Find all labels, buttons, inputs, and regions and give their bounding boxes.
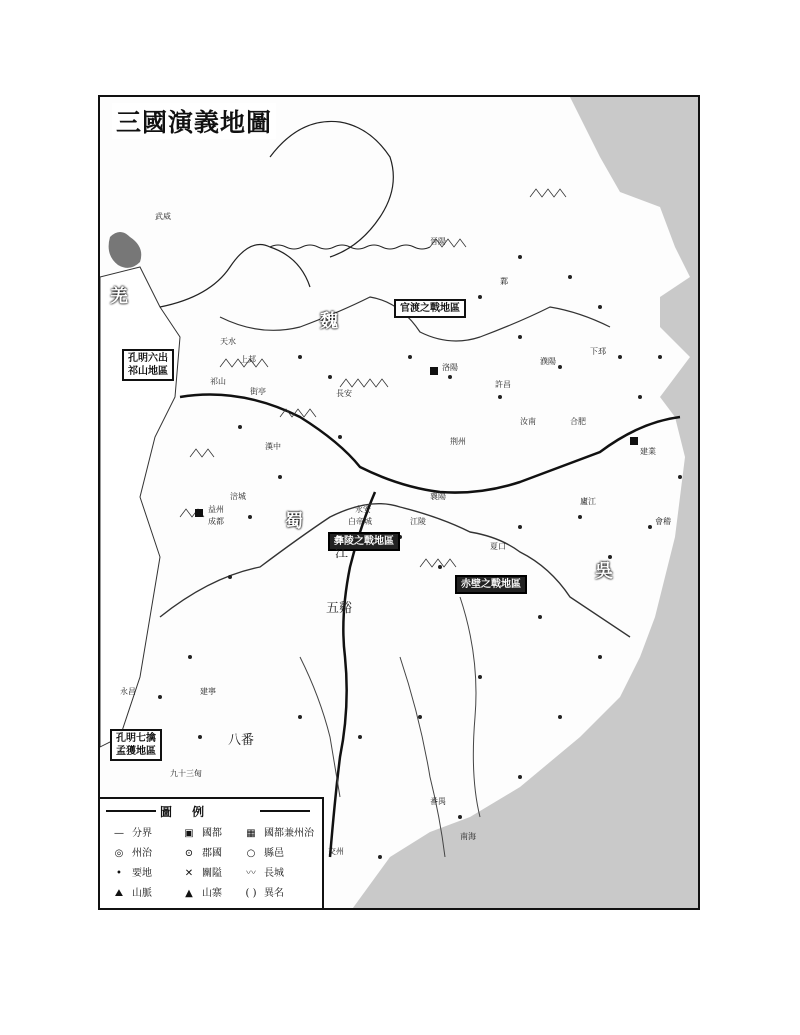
capital-chengdu: [195, 509, 203, 517]
yangtze-river: [160, 504, 630, 637]
boundary-north: [270, 121, 393, 257]
place-label: 天水: [220, 337, 236, 346]
capital-icon: ▣: [184, 828, 194, 839]
place-label: 九十三甸: [170, 769, 202, 778]
legend-label: 關隘: [202, 868, 222, 879]
place-label: 祁山: [210, 377, 226, 386]
legend-item-strategic: [108, 867, 152, 881]
legend-item-prefecture: [108, 847, 152, 861]
legend-item-capital-prefecture: [240, 827, 314, 841]
place-label: 涪城: [230, 492, 246, 501]
place-label: 汝南: [520, 417, 536, 426]
mountain-icon: ⛰: [114, 888, 124, 899]
place-label: 益州: [208, 505, 224, 514]
legend-label: 山寨: [202, 888, 222, 899]
callout-liuchu-line1: 孔明六出: [128, 353, 168, 364]
legend: [100, 797, 324, 908]
legend-label: 山脈: [132, 888, 152, 899]
legend-label: 長城: [264, 868, 284, 879]
alias-icon: ( ): [245, 888, 257, 899]
great-wall: [270, 245, 430, 249]
callout-liuchu-line2: 祁山地區: [128, 366, 168, 377]
capital-jianye: [630, 437, 638, 445]
south-river-2: [460, 597, 480, 817]
place-label: 武威: [155, 212, 171, 221]
commandery-icon: ⊙: [184, 848, 194, 859]
region-wei: 魏: [320, 311, 338, 332]
place-label: 許昌: [495, 380, 511, 389]
place-label: 鄴: [500, 277, 508, 286]
legend-label: 國都: [202, 828, 222, 839]
region-wu: 吳: [595, 561, 613, 582]
legend-label: 分界: [132, 828, 152, 839]
place-label: 南海: [460, 832, 476, 841]
place-label: 漢中: [265, 442, 281, 451]
boundary-northwest: [160, 245, 310, 308]
legend-label: 州治: [132, 848, 152, 859]
pass-icon: ✕: [184, 868, 194, 879]
place-label: 建業: [640, 447, 656, 456]
south-river-1: [400, 657, 445, 857]
place-label: 建寧: [200, 687, 216, 696]
strategic-point-icon: •: [116, 868, 122, 879]
capital-prefecture-icon: ▦: [246, 828, 256, 839]
callout-yiling: 彝陵之戰地區: [328, 532, 400, 551]
great-wall-icon: 〰: [246, 868, 256, 879]
place-label: 街亭: [250, 387, 266, 396]
place-label: 下邳: [590, 347, 606, 356]
place-label: 上邽: [240, 355, 256, 364]
legend-item-commandery: [178, 847, 222, 861]
boundary-wei-shu: [180, 395, 680, 493]
place-label: 洛陽: [442, 363, 458, 372]
place-label-jiang: 江: [335, 546, 349, 561]
place-label: 濮陽: [540, 357, 556, 366]
place-label-bafan: 八番: [228, 733, 255, 748]
legend-label: 郡國: [202, 848, 222, 859]
south-river-3: [300, 657, 340, 797]
callout-liuchu: [122, 349, 174, 381]
place-label: 襄陽: [430, 492, 446, 501]
prefecture-icon: ◎: [114, 848, 124, 859]
place-label: 合肥: [570, 417, 586, 426]
place-label: 永昌: [120, 687, 136, 696]
legend-label: 要地: [132, 868, 152, 879]
place-label: 晉陽: [430, 237, 446, 246]
place-label: 荆州: [450, 437, 466, 446]
place-label: 會稽: [655, 517, 671, 526]
callout-guandu: 官渡之戰地區: [394, 299, 466, 318]
fort-icon: ▲: [185, 888, 193, 899]
place-label: 番禺: [430, 797, 446, 806]
callout-qiqin-line1: 孔明七擒: [116, 733, 156, 744]
legend-item-mountains: [108, 887, 152, 901]
capital-luoyang: [430, 367, 438, 375]
legend-title: 圖 例: [160, 805, 213, 819]
place-label: 白帝城: [348, 517, 372, 526]
map-title: 三國演義地圖: [112, 103, 276, 139]
place-label: 永安: [355, 505, 371, 514]
legend-rule-left: [106, 810, 156, 812]
legend-label: 縣邑: [264, 848, 284, 859]
legend-item-county: [240, 847, 284, 861]
callout-qiqin: [110, 729, 162, 761]
qinghai-lake: [109, 232, 142, 268]
place-label-wuxi: 五谿: [326, 601, 353, 616]
legend-label: 國都兼州治: [264, 828, 314, 839]
place-label: 廬江: [580, 497, 596, 506]
county-icon: ○: [246, 848, 256, 859]
mountain-ranges: [180, 189, 566, 567]
place-label: 長安: [336, 389, 352, 398]
legend-label: 異名: [264, 888, 284, 899]
place-label: 成都: [208, 517, 224, 526]
map-frame: [98, 95, 700, 910]
region-qiang: 羌: [110, 286, 128, 307]
place-label: 江陵: [410, 517, 426, 526]
west-boundary-area: [100, 267, 180, 747]
legend-item-capital: [178, 827, 222, 841]
legend-item-boundary: [108, 827, 152, 841]
boundary-line-icon: —: [114, 828, 124, 839]
place-label: 交州: [328, 847, 344, 856]
legend-rule-right: [260, 810, 310, 812]
place-label: 夏口: [490, 542, 506, 551]
legend-item-alias: [240, 887, 284, 901]
callout-qiqin-line2: 孟獲地區: [116, 746, 156, 757]
legend-item-fort: [178, 887, 222, 901]
legend-item-great-wall: [240, 867, 284, 881]
map-canvas: [100, 97, 700, 910]
east-sea: [350, 97, 700, 910]
region-shu: 蜀: [285, 511, 303, 532]
legend-item-pass: [178, 867, 222, 881]
callout-chibi: 赤壁之戰地區: [455, 575, 527, 594]
